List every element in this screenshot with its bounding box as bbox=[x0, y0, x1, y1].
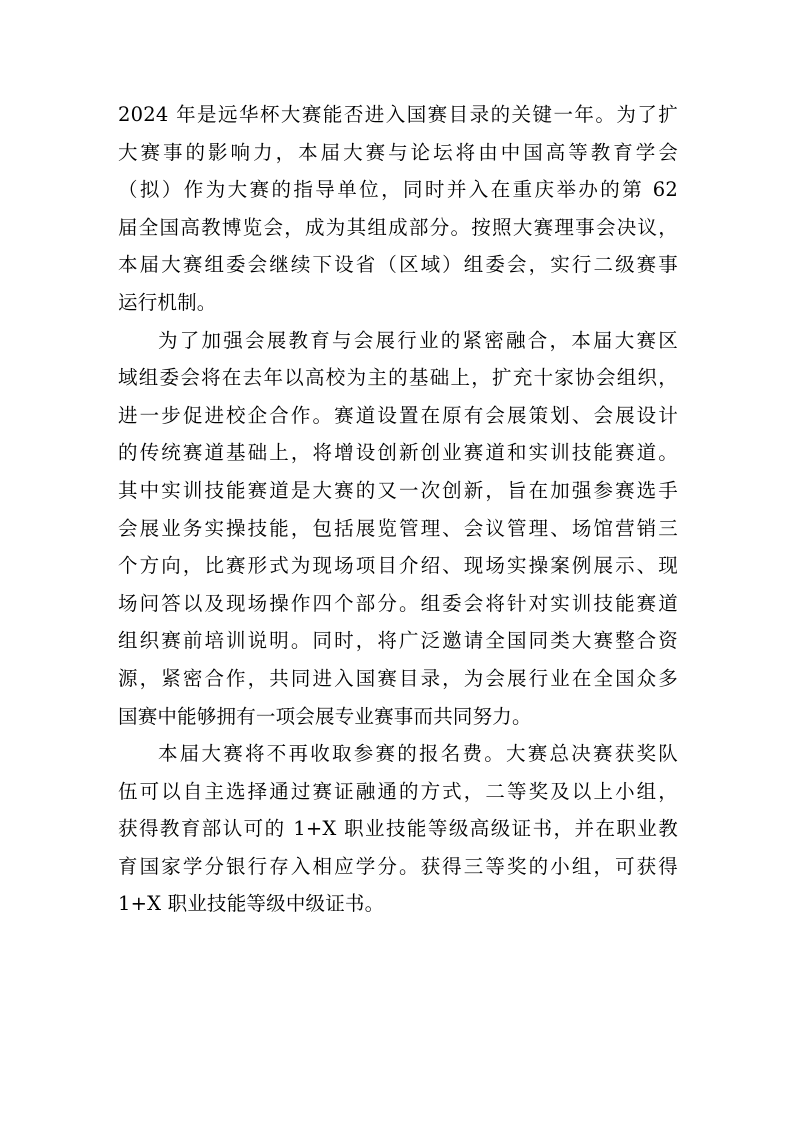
text-line: 2024 年是远华杯大赛能否进入国赛目录的关键一年。为了扩 bbox=[118, 103, 678, 126]
paragraph-2 bbox=[118, 322, 678, 736]
text-line: 组织赛前培训说明。同时，将广泛邀请全国同类大赛整合资 bbox=[118, 629, 678, 653]
text-line: 届全国高教博览会，成为其组成部分。按照大赛理事会决议， bbox=[118, 215, 678, 239]
text-line: （拟）作为大赛的指导单位，同时并入在重庆举办的第 62 bbox=[118, 178, 678, 202]
text-line: 获得教育部认可的 1+X 职业技能等级高级证书，并在职业教 bbox=[118, 817, 678, 841]
text-line: 大赛事的影响力，本届大赛与论坛将由中国高等教育学会 bbox=[118, 140, 678, 164]
text-line: 育国家学分银行存入相应学分。获得三等奖的小组，可获得 bbox=[118, 854, 678, 878]
text-line: 国赛中能够拥有一项会展专业赛事而共同努力。 bbox=[118, 704, 532, 728]
text-line: 本届大赛将不再收取参赛的报名费。大赛总决赛获奖队 bbox=[158, 742, 678, 766]
text-line: 源，紧密合作，共同进入国赛目录，为会展行业在全国众多 bbox=[118, 666, 678, 690]
text-line: 的传统赛道基础上，将增设创新创业赛道和实训技能赛道。 bbox=[118, 441, 678, 465]
text-line: 域组委会将在去年以高校为主的基础上，扩充十家协会组织， bbox=[118, 366, 678, 390]
document-body bbox=[118, 96, 678, 923]
text-line: 为了加强会展教育与会展行业的紧密融合，本届大赛区 bbox=[158, 328, 678, 352]
text-line: 进一步促进校企合作。赛道设置在原有会展策划、会展设计 bbox=[118, 403, 678, 427]
paragraph-3 bbox=[118, 735, 678, 923]
text-line: 会展业务实操技能，包括展览管理、会议管理、场馆营销三 bbox=[118, 516, 678, 540]
text-line: 场问答以及现场操作四个部分。组委会将针对实训技能赛道 bbox=[118, 591, 678, 615]
text-line: 个方向，比赛形式为现场项目介绍、现场实操案例展示、现 bbox=[118, 554, 678, 578]
text-line: 其中实训技能赛道是大赛的又一次创新，旨在加强参赛选手 bbox=[118, 478, 678, 502]
text-line: 本届大赛组委会继续下设省（区域）组委会，实行二级赛事 bbox=[118, 253, 678, 277]
paragraph-1 bbox=[118, 96, 678, 322]
text-line: 伍可以自主选择通过赛证融通的方式，二等奖及以上小组， bbox=[118, 779, 678, 803]
text-line: 1+X 职业技能等级中级证书。 bbox=[118, 892, 385, 916]
text-line: 运行机制。 bbox=[118, 290, 217, 314]
